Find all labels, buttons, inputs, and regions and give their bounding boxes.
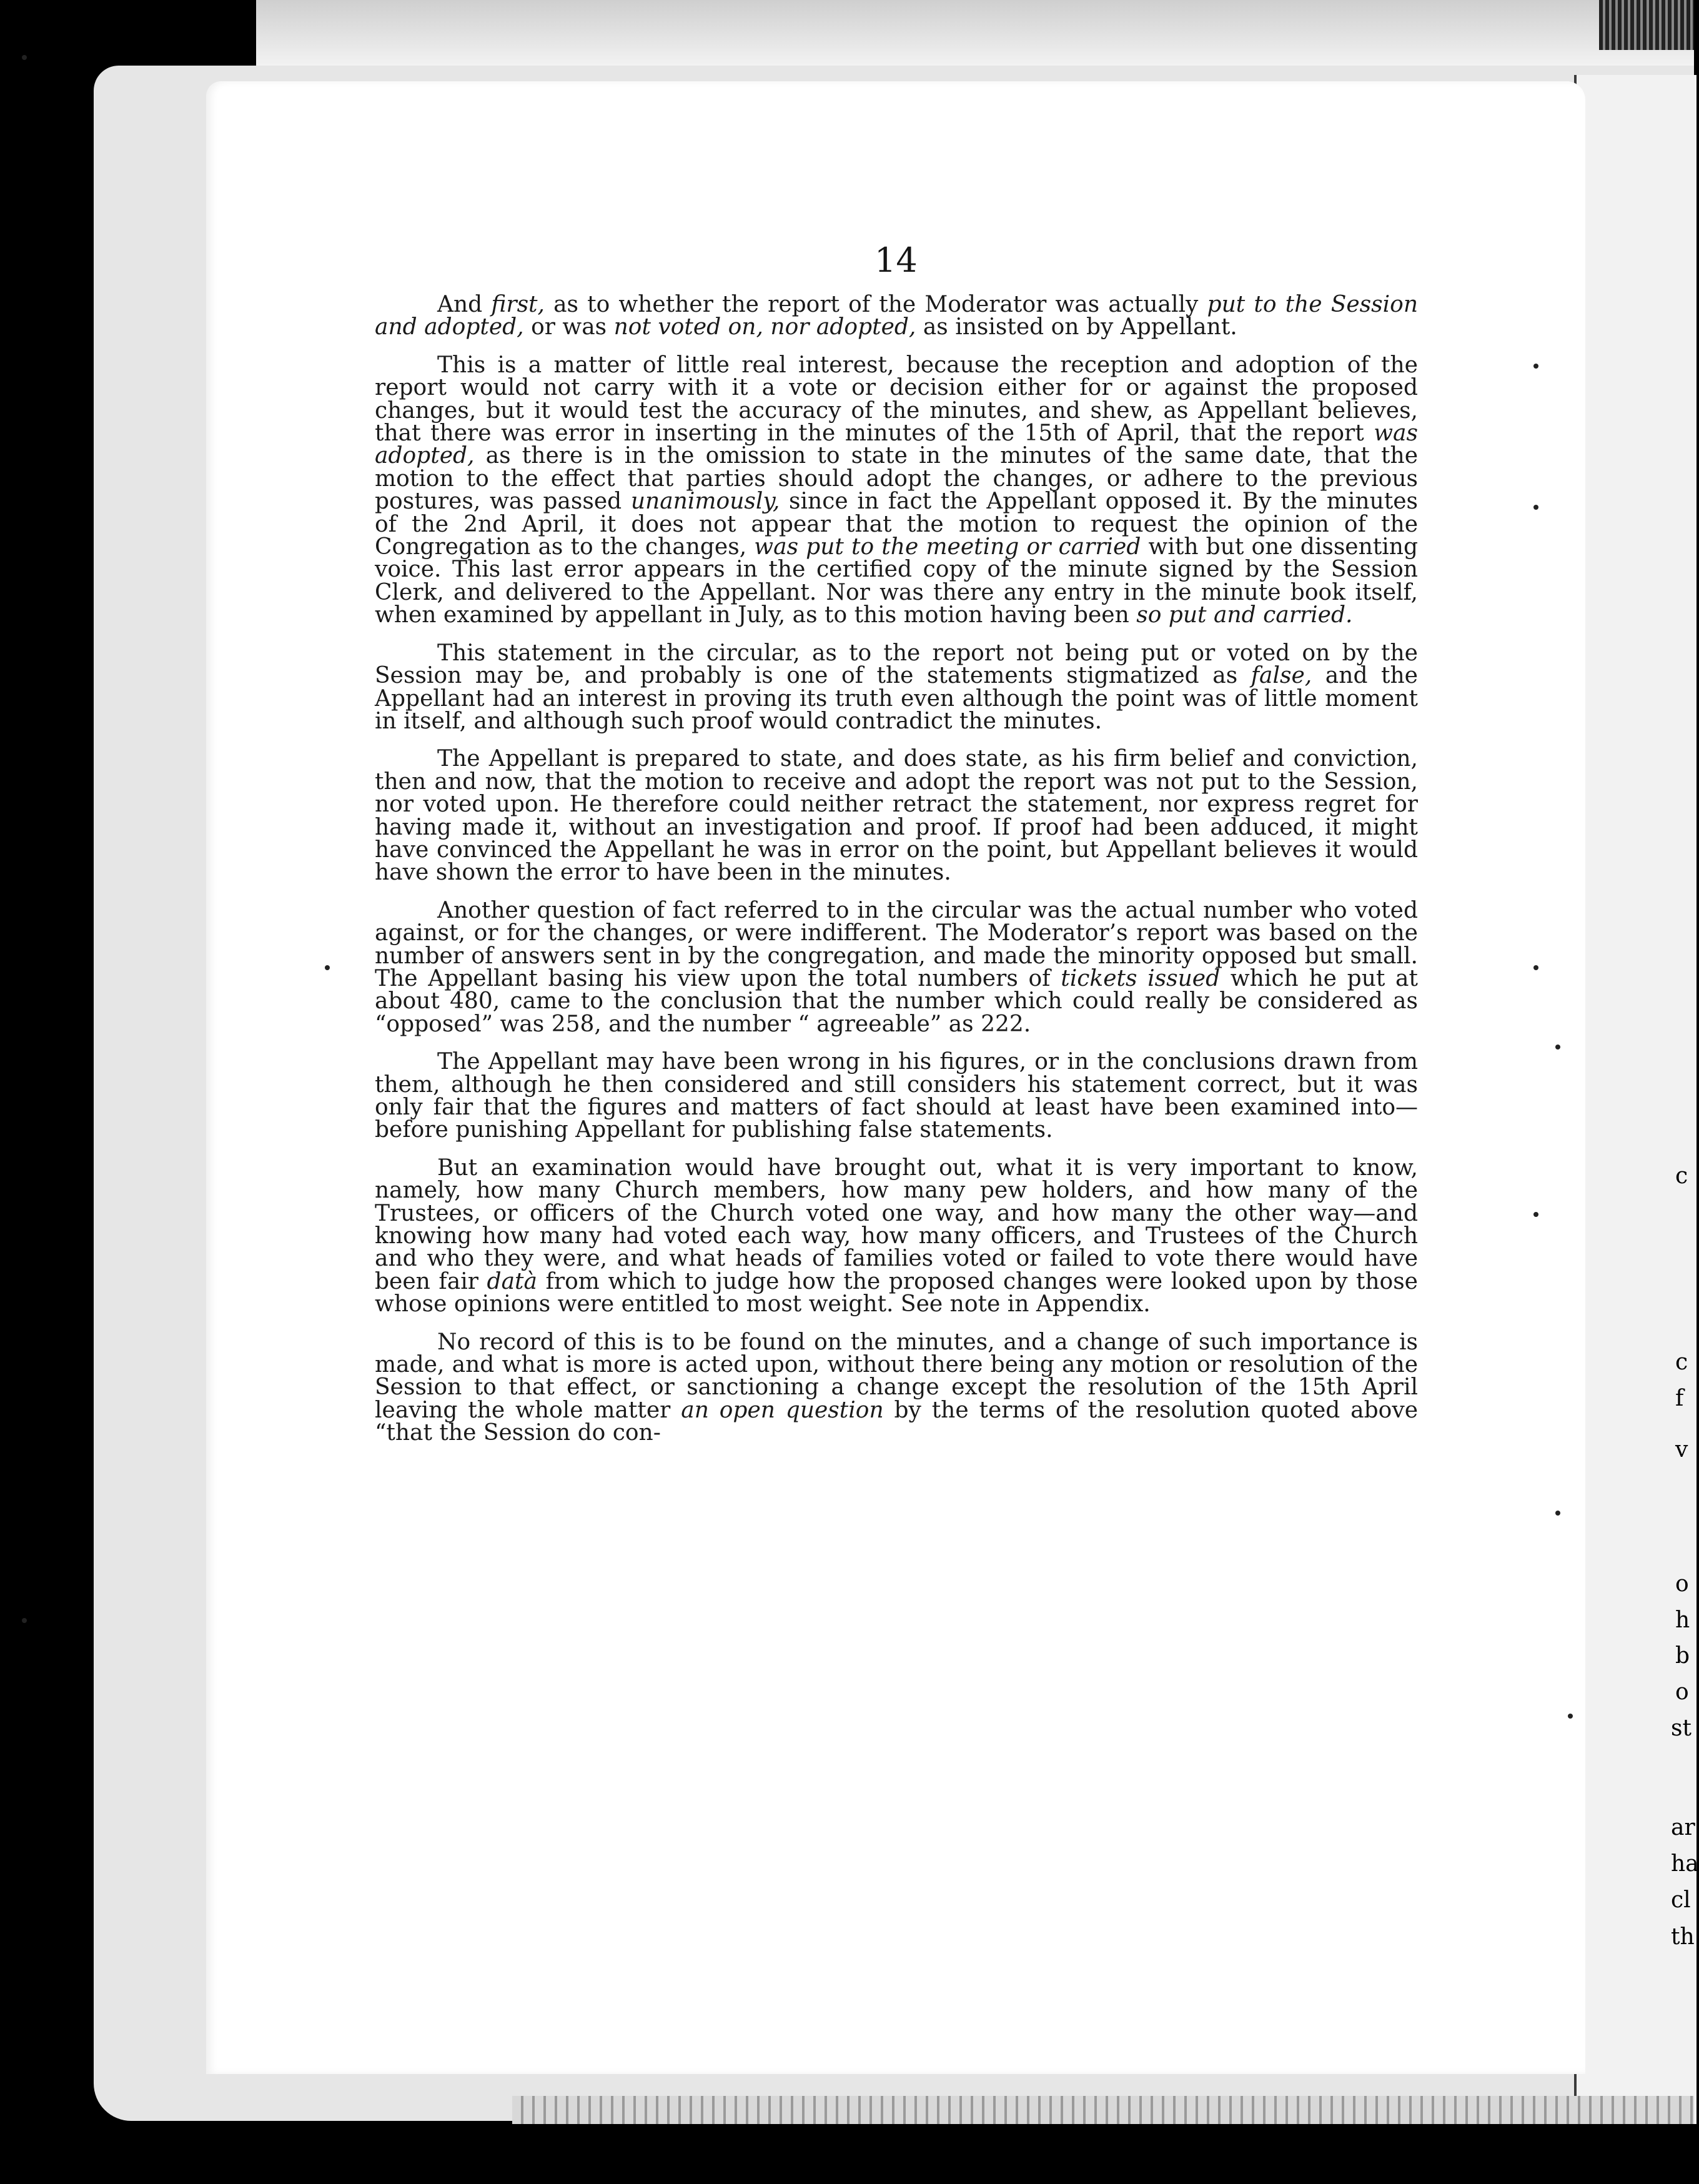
text-run: from which to judge how the proposed changes were looked upon by those whose opinions were entitled to most weight. See note in Appendix. [375,1268,1418,1318]
paragraph [375,1331,1418,1445]
adjacent-page-fragment: v [1675,1437,1688,1462]
adjacent-page-fragment: h [1675,1607,1690,1633]
body-text [375,294,1418,1460]
text-run: Another question of fact referred to in the circular was the actual number who voted against, or for the changes, or were indifferent. The Moderator’s report was based on the number of answers sent in by the congregation, and made the minority opposed but small. The Appellant basing his view upon the total numbers of [375,897,1418,991]
text-run: This is a matter of little real interest, because the reception and adoption of the report would not carry with it a vote or decision either for or against the proposed changes, but it would test the accuracy of the minutes, and shew, as Appellant believes, that there was error in inserting in the minutes of the 15th of April, that the report [375,352,1418,447]
text-run: and the Appellant had an interest in proving its truth even although the point was of little moment in itself, and although such proof would contradict the minutes. [375,663,1418,734]
scan-top-right-corner [1599,0,1694,50]
text-run: by the terms of the resolution quoted above “that the Session do con- [375,1397,1418,1446]
adjacent-page-fragment: f [1675,1386,1684,1411]
text-run: with but one dissenting voice. This last error appears in the certified copy of the minute signed by the Session Clerk, and delivered to the Appellant. Nor was there any entry in the minute book itself, when examined by appellant in July, as to this motion having been [375,534,1419,628]
adjacent-page-fragment: b [1675,1643,1690,1669]
adjacent-page-fragment: cl [1671,1887,1691,1913]
italic-run: was put to the meeting or carried [754,534,1141,560]
adjacent-page-fragment: o [1675,1571,1689,1597]
italic-run: so put and carried. [1136,602,1353,628]
paragraph [375,294,1418,339]
speck [1568,1714,1573,1719]
text-run: And [437,292,492,317]
paragraph [375,1154,1418,1318]
speck [1533,965,1538,970]
adjacent-page-fragment: ar [1671,1815,1695,1840]
speck [1533,1212,1538,1217]
paragraph [375,748,1418,884]
speck [22,1618,27,1623]
speck [1555,1045,1560,1050]
paragraph [375,642,1418,733]
adjacent-page-fragment: st [1671,1715,1692,1741]
text-run: The Appellant is prepared to state, and does state, as his firm belief and conviction, then and now, that the motion to receive and adopt the report was not put to the Session, nor voted upon. He therefore could neither retract the statement, nor express regret for having made it, without an investigation and proof. If proof had been adduced, it might have convinced the Appellant he was in error on the point, but Appellant believes it would have shown the error to have been in the minutes. [375,746,1418,886]
text-run: as insisted on by Appellant. [916,314,1237,340]
speck [1555,1511,1560,1516]
paragraph [375,897,1418,1037]
italic-run: put to the Session and adopted, [375,292,1419,340]
text-run: or was [523,314,614,340]
italic-run: unanimously, [630,489,780,515]
text-run: This statement in the circular, as to the report not being put or voted on by the Session may be, and probably is one of the statements stigmatized as [375,640,1418,689]
italic-run: false, [1251,663,1312,689]
text-run: since in fact the Appellant opposed it. By the minutes of the 2nd April, it does not appear that the motion to request the opinion of the Congregation as to the changes, [375,489,1418,560]
text-run: which he put at about 480, came to the conclusion that the number which could really be considered as “opposed” was 258, and the number “ agreeable” as 222. [375,965,1418,1037]
adjacent-page-fragment: c [1675,1349,1688,1375]
italic-run: not voted on, nor adopted, [613,314,916,340]
speck [325,965,330,970]
text-run: No record of this is to be found on the minutes, and a change of such importance is made, and what is more is acted upon, without there being any motion or resolution of the Session to that effect, or sanctioning a change except the resolution of the 15th April leaving the whole matter [375,1329,1418,1423]
italic-run: datà [487,1268,537,1294]
scan-bottom-edge [512,2096,1694,2124]
adjacent-page-fragment: th [1671,1924,1695,1950]
adjacent-page-fragment: ha [1671,1851,1699,1877]
text-run: The Appellant may have been wrong in his figures, or in the conclusions drawn from them, although he then considered and still considers his statement correct, but it was only fair that the figures and matters of fact should at least have been examined into—before punishing Appellant for publishing false statements. [375,1049,1418,1143]
scan-top-edge [256,0,1694,69]
italic-run: an open question [681,1397,884,1423]
italic-run: first, [491,292,545,317]
text-run: as to whether the report of the Moderator was actually [544,292,1207,317]
paragraph [375,354,1418,627]
italic-run: was adopted, [375,420,1418,469]
page-number: 14 [874,241,918,280]
paragraph [375,1051,1418,1142]
speck [1533,505,1538,510]
speck [1533,364,1538,369]
text-run: as there is in the omission to state in the minutes of the same date, that the motion to the effect that parties should adopt the changes, or adhere to the previous postures, was passed [375,443,1418,515]
text-run: But an examination would have brought out, what it is very important to know, namely, how many Church members, how many pew holders, and how many of the Trustees, or officers of the Church voted one way, and how many the other way—and knowing how many had voted each way, how many officers, and Trustees of the Church and who they were, and what heads of families voted or failed to vote there would have been fair [375,1154,1418,1294]
italic-run: tickets issued [1061,965,1221,991]
speck [22,55,27,60]
adjacent-page-fragment: o [1675,1679,1689,1705]
adjacent-page-fragment: c [1675,1163,1688,1189]
